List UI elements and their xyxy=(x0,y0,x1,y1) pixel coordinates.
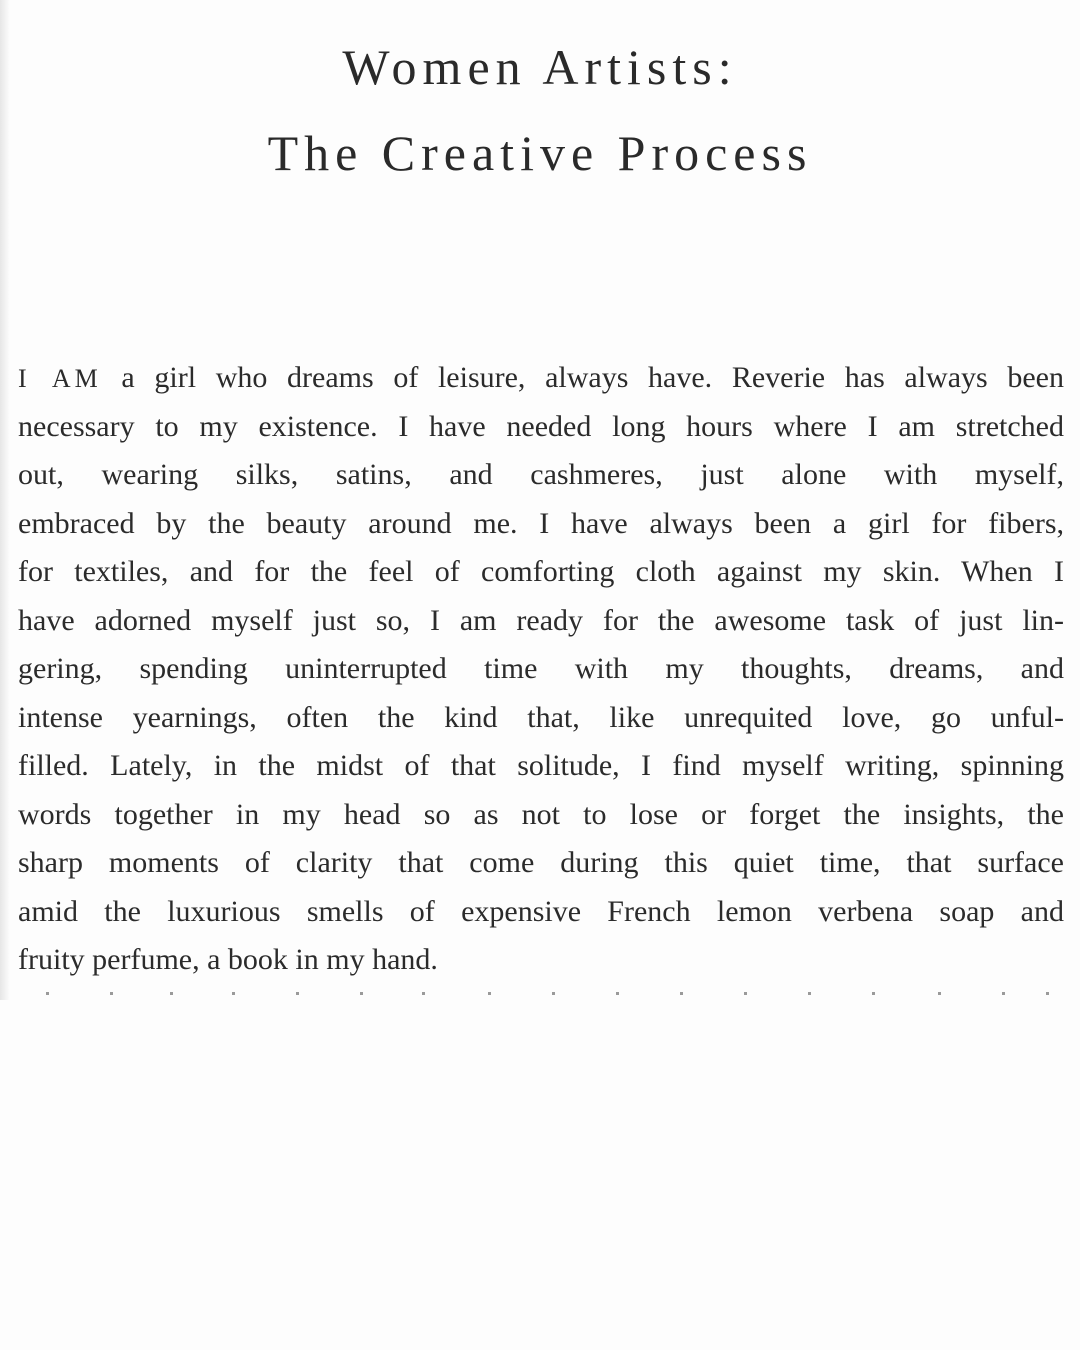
body-line-9: filled. Lately, in the midst of that solitude, I find myself writing, spinning xyxy=(18,749,1064,782)
body-line-1-text: a girl who dreams of leisure, always have. Reverie has always been xyxy=(101,361,1064,394)
chapter-title-line-1: Women Artists: xyxy=(342,39,738,95)
body-line-10: words together in my head so as not to lose or forget the insights, the xyxy=(18,797,1064,831)
body-line-12: amid the luxurious smells of expensive French lemon verbena soap and xyxy=(18,894,1064,928)
body-line-8: intense yearnings, often the kind that, like unrequited love, go unful- xyxy=(18,700,1064,734)
body-line-5: for textiles, and for the feel of comforting cloth against my skin. When I xyxy=(18,555,1064,588)
body-line-1 xyxy=(18,354,1064,403)
body-paragraph xyxy=(18,354,1064,985)
body-line-3: out, wearing silks, satins, and cashmeres, just alone with myself, xyxy=(18,458,1064,491)
body-line-7: gering, spending uninterrupted time with my thoughts, dreams, and xyxy=(18,652,1064,685)
body-line-4: embraced by the beauty around me. I have always been a girl for fibers, xyxy=(18,506,1064,540)
body-line-11: sharp moments of clarity that come during this quiet time, that surface xyxy=(18,846,1064,879)
body-line-6: have adorned myself just so, I am ready for the awesome task of just lin- xyxy=(18,603,1064,637)
chapter-title-line-2: The Creative Process xyxy=(267,125,813,181)
cropped-next-line-remnant xyxy=(20,992,1064,998)
body-line-13: fruity perfume, a book in my hand. xyxy=(18,943,438,976)
body-line-2: necessary to my existence. I have needed long hours where I am stretched xyxy=(18,409,1064,443)
opening-smallcaps: I AM xyxy=(18,364,102,393)
